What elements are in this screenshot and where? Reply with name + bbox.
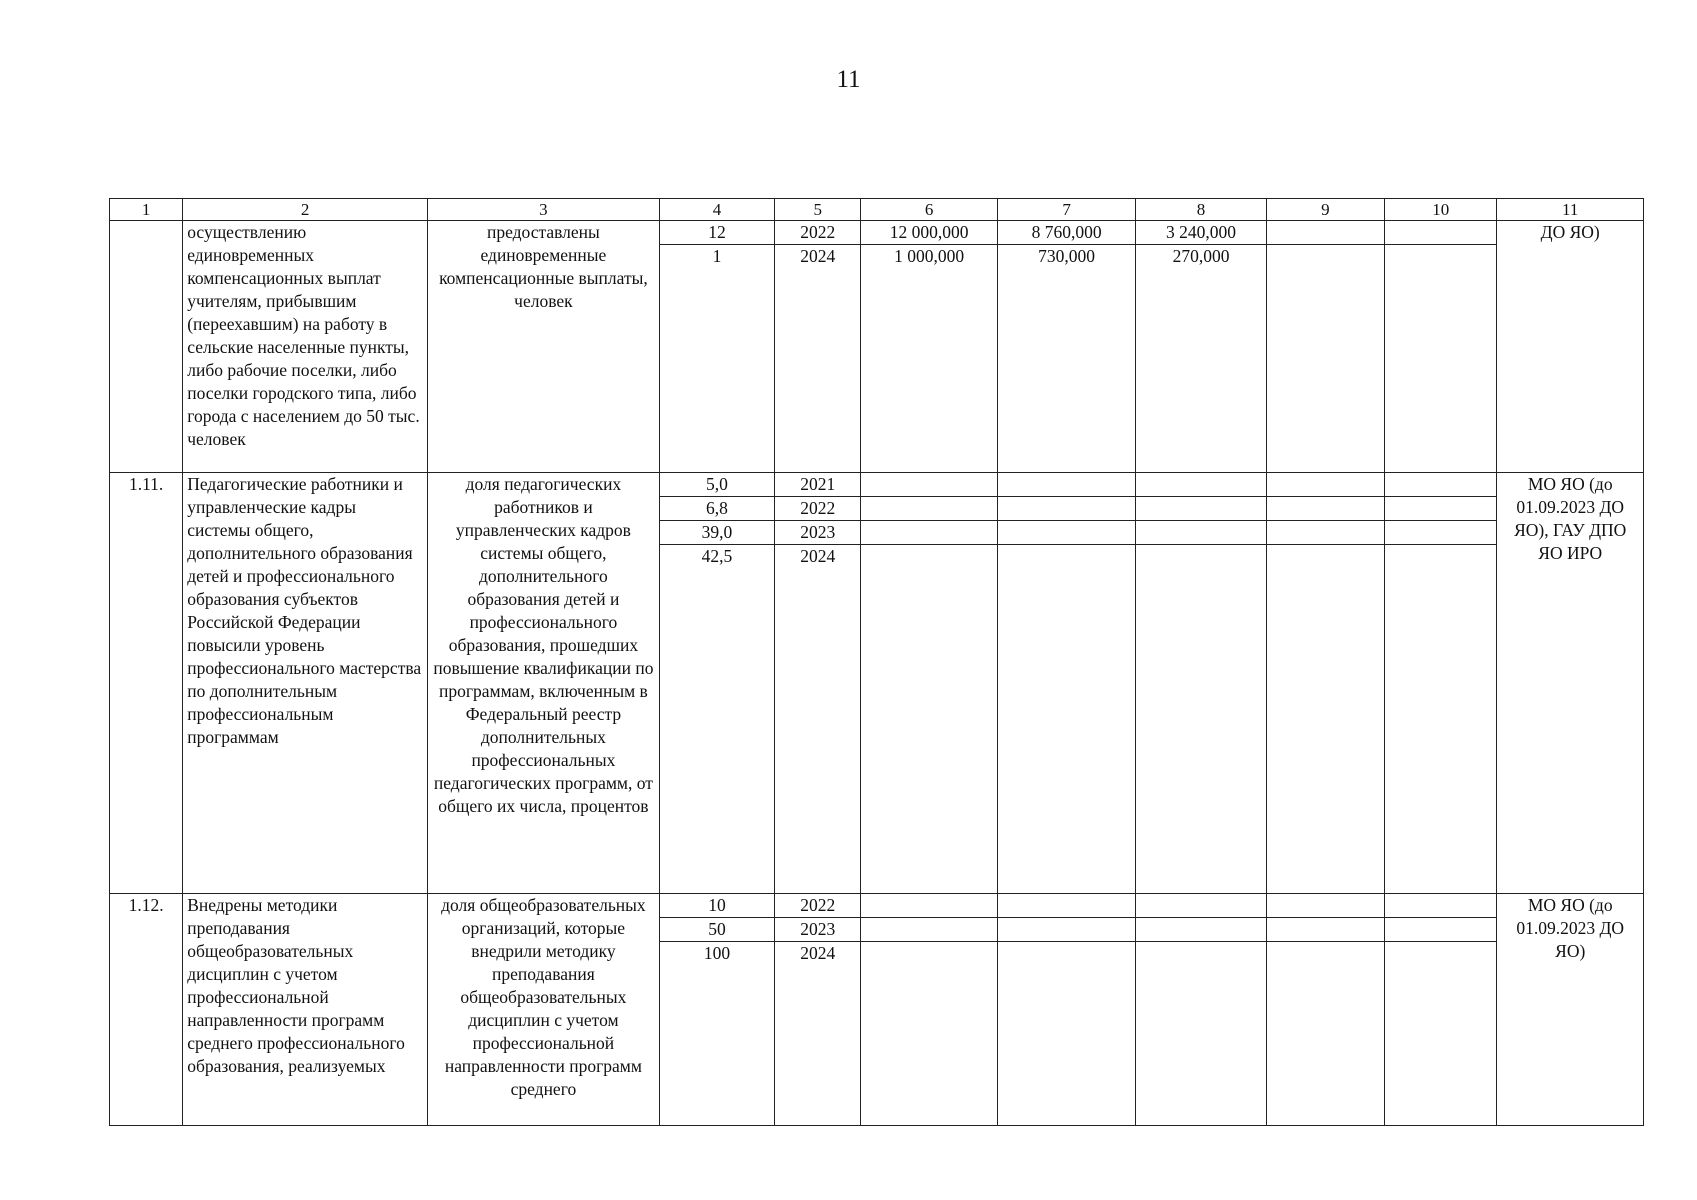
indicator-value: 6,8 — [660, 497, 774, 521]
funding-regional-cell — [1136, 894, 1266, 1126]
header-row — [110, 199, 1644, 221]
empty-subcell — [998, 473, 1135, 497]
funding-col10-cell — [1385, 894, 1497, 1126]
funding-regional-cell — [1136, 221, 1266, 473]
indicator-text: доля общеобразовательных организаций, которые внедрили методику преподавания общеобразовательных дисциплин с учетом профессиональной направленности программ среднего — [428, 894, 660, 1126]
indicator-value: 42,5 — [701, 546, 733, 566]
empty-subcell — [1385, 521, 1496, 545]
column-header: 8 — [1136, 199, 1266, 221]
indicator-value: 39,0 — [660, 521, 774, 545]
year-value: 2022 — [775, 221, 860, 245]
funding-federal: 8 760,000 — [998, 221, 1135, 245]
year-value: 2022 — [775, 497, 860, 521]
year-cell — [775, 221, 861, 473]
funding-federal-cell — [997, 894, 1135, 1126]
empty-subcell — [1267, 918, 1384, 942]
funding-regional: 3 240,000 — [1136, 221, 1265, 245]
funding-federal: 730,000 — [1038, 246, 1096, 266]
empty-subcell — [1136, 918, 1265, 942]
indicator-text: доля педагогических работников и управленческих кадров системы общего, дополнительного образования детей и профессионального образования, прошедших повышение квалификации по программам, включенным в Федеральный реестр дополнительных профессиональных педагогических программ, от общего их числа, процентов — [428, 473, 660, 894]
funding-col9-cell — [1266, 894, 1384, 1126]
table-row — [110, 894, 1644, 1126]
indicator-value: 100 — [703, 943, 731, 963]
empty-subcell — [1385, 473, 1496, 497]
empty-subcell — [1136, 497, 1265, 521]
column-header: 4 — [659, 199, 774, 221]
funding-col10-cell — [1385, 221, 1497, 473]
indicator-value: 1 — [712, 246, 722, 266]
empty-subcell — [998, 521, 1135, 545]
funding-total: 1 000,000 — [894, 246, 965, 266]
funding-total-cell — [861, 221, 997, 473]
funding-total-cell — [861, 894, 997, 1126]
empty-subcell — [1267, 497, 1384, 521]
year-cell — [775, 894, 861, 1126]
column-header: 6 — [861, 199, 997, 221]
funding-col9-cell — [1266, 221, 1384, 473]
empty-subcell — [861, 473, 996, 497]
empty-subcell — [1136, 521, 1265, 545]
year-value: 2021 — [775, 473, 860, 497]
column-header: 10 — [1385, 199, 1497, 221]
funding-regional: 270,000 — [1172, 246, 1230, 266]
table-row — [110, 221, 1644, 473]
indicator-value: 12 — [660, 221, 774, 245]
result-text: Внедрены методики преподавания общеобразовательных дисциплин с учетом профессиональной направленности программ среднего профессионального образования, реализуемых — [183, 894, 428, 1126]
indicator-value: 10 — [660, 894, 774, 918]
row-number: 1.12. — [110, 894, 183, 1126]
year-value: 2024 — [800, 943, 836, 963]
year-cell — [775, 473, 861, 894]
column-header: 9 — [1266, 199, 1384, 221]
empty-subcell — [1385, 221, 1496, 245]
year-value: 2023 — [775, 521, 860, 545]
column-header: 5 — [775, 199, 861, 221]
empty-subcell — [998, 894, 1135, 918]
column-header: 11 — [1497, 199, 1644, 221]
funding-total-cell — [861, 473, 997, 894]
empty-subcell — [861, 918, 996, 942]
empty-subcell — [1385, 497, 1496, 521]
page-number: 11 — [836, 66, 861, 93]
indicator-text: предоставлены единовременные компенсационные выплаты, человек — [428, 221, 660, 473]
empty-subcell — [1136, 894, 1265, 918]
year-value: 2023 — [775, 918, 860, 942]
funding-col10-cell — [1385, 473, 1497, 894]
indicator-value: 5,0 — [660, 473, 774, 497]
column-header: 3 — [428, 199, 660, 221]
empty-subcell — [861, 497, 996, 521]
empty-subcell — [861, 894, 996, 918]
funding-federal-cell — [997, 221, 1135, 473]
empty-subcell — [1267, 894, 1384, 918]
year-value: 2024 — [800, 246, 836, 266]
empty-subcell — [1385, 894, 1496, 918]
year-value: 2024 — [800, 546, 836, 566]
responsible-text: МО ЯО (до 01.09.2023 ДО ЯО) — [1497, 894, 1644, 1126]
empty-subcell — [861, 521, 996, 545]
empty-subcell — [1136, 473, 1265, 497]
value-cell — [659, 473, 774, 894]
empty-subcell — [1267, 473, 1384, 497]
empty-subcell — [1267, 521, 1384, 545]
funding-regional-cell — [1136, 473, 1266, 894]
funding-col9-cell — [1266, 473, 1384, 894]
value-cell — [659, 894, 774, 1126]
row-number — [110, 221, 183, 473]
year-value: 2022 — [775, 894, 860, 918]
responsible-text: ДО ЯО) — [1497, 221, 1644, 473]
empty-subcell — [998, 497, 1135, 521]
responsible-text: МО ЯО (до 01.09.2023 ДО ЯО), ГАУ ДПО ЯО ИРО — [1497, 473, 1644, 894]
plan-table — [109, 198, 1644, 1126]
result-text: Педагогические работники и управленческие кадры системы общего, дополнительного образования детей и профессионального образования субъектов Российской Федерации повысили уровень профессионального мастерства по дополнительным профессиональным программам — [183, 473, 428, 894]
empty-subcell — [1385, 918, 1496, 942]
column-header: 1 — [110, 199, 183, 221]
row-number: 1.11. — [110, 473, 183, 894]
funding-federal-cell — [997, 473, 1135, 894]
result-text: осуществлению единовременных компенсационных выплат учителям, прибывшим (переехавшим) на работу в сельские населенные пункты, либо рабочие поселки, либо поселки городского типа, либо города с населением до 50 тыс. человек — [183, 221, 428, 473]
column-header: 7 — [997, 199, 1135, 221]
empty-subcell — [1267, 221, 1384, 245]
column-header: 2 — [183, 199, 428, 221]
indicator-value: 50 — [660, 918, 774, 942]
funding-total: 12 000,000 — [861, 221, 996, 245]
value-cell — [659, 221, 774, 473]
empty-subcell — [998, 918, 1135, 942]
table-row — [110, 473, 1644, 894]
